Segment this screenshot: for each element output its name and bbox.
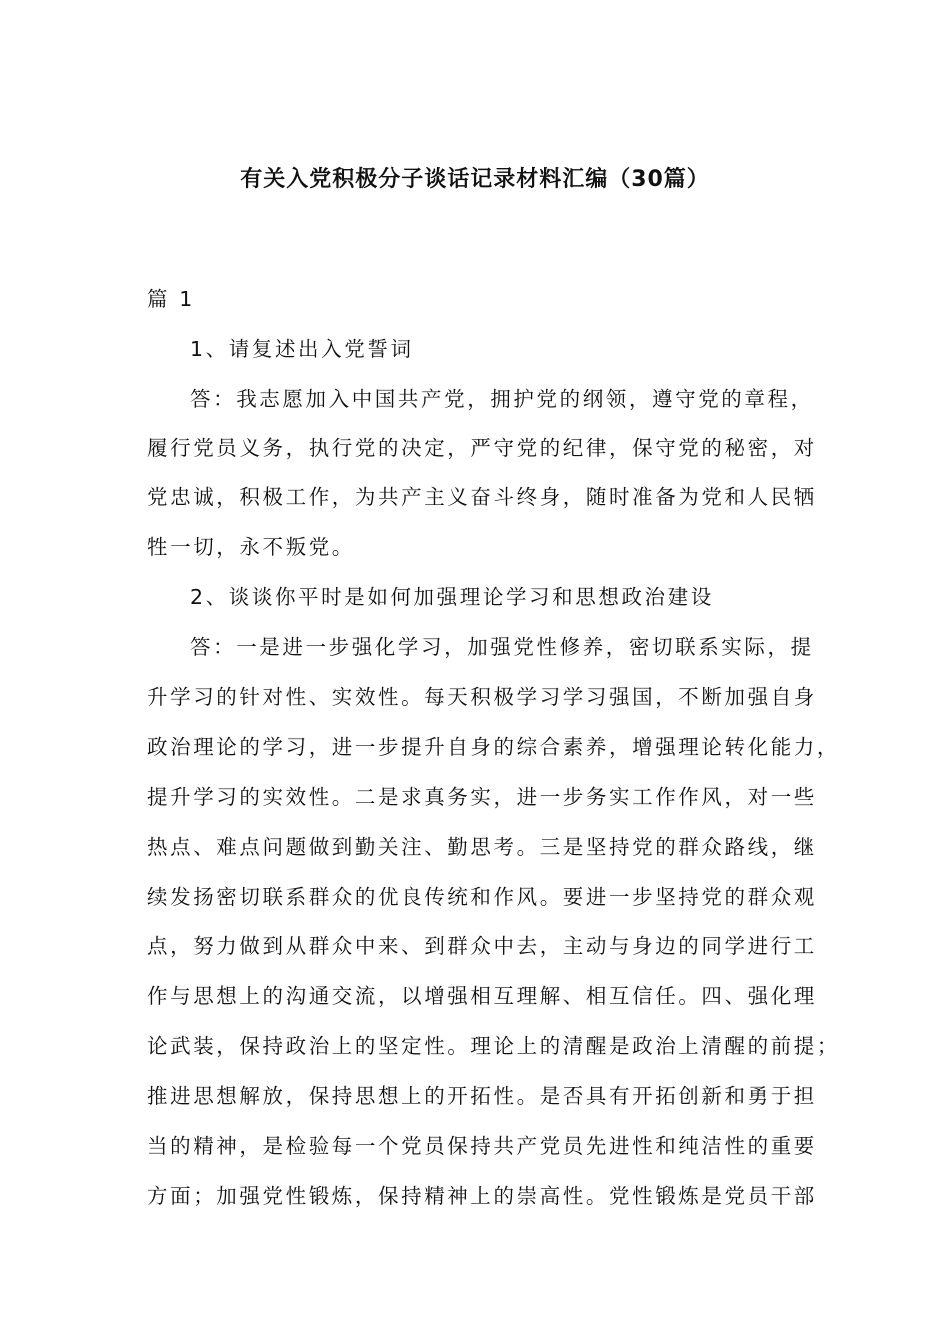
text-line: 答：一是进一步强化学习，加强党性修养，密切联系实际，提 <box>190 635 814 659</box>
text-line: 提升学习的实效性。二是求真务实，进一步务实工作作风，对一些 <box>147 785 817 809</box>
document-title: 有关入党积极分子谈话记录材料汇编（30篇） <box>240 167 710 192</box>
text-line: 牲一切，永不叛党。 <box>147 535 355 559</box>
text-line: 论武装，保持政治上的坚定性。理论上的清醒是政治上清醒的前提； <box>147 1034 840 1058</box>
text-line: 1、请复述出入党誓词 <box>190 337 414 361</box>
text-line: 续发扬密切联系群众的优良传统和作风。要进一步坚持党的群众观 <box>147 885 817 909</box>
text-line: 点，努力做到从群众中来、到群众中去，主动与身边的同学进行工 <box>147 934 817 958</box>
text-line: 当的精神，是检验每一个党员保持共产党员先进性和纯洁性的重要 <box>147 1134 817 1158</box>
text-line: 热点、难点问题做到勤关注、勤思考。三是坚持党的群众路线，继 <box>147 835 817 859</box>
text-line: 升学习的针对性、实效性。每天积极学习学习强国，不断加强自身 <box>147 685 817 709</box>
text-line: 答：我志愿加入中国共产党，拥护党的纲领，遵守党的章程， <box>190 387 814 411</box>
text-line: 2、谈谈你平时是如何加强理论学习和思想政治建设 <box>190 585 714 609</box>
text-line: 推进思想解放，保持思想上的开拓性。是否具有开拓创新和勇于担 <box>147 1084 817 1108</box>
text-line: 作与思想上的沟通交流，以增强相互理解、相互信任。四、强化理 <box>147 984 817 1008</box>
text-line: 履行党员义务，执行党的决定，严守党的纪律，保守党的秘密，对 <box>147 436 817 460</box>
text-line: 方面；加强党性锻炼，保持精神上的崇高性。党性锻炼是党员干部 <box>147 1184 817 1208</box>
text-line: 政治理论的学习，进一步提升自身的综合素养，增强理论转化能力， <box>147 735 840 759</box>
section-heading: 篇 1 <box>147 287 195 311</box>
text-line: 党忠诚，积极工作，为共产主义奋斗终身，随时准备为党和人民牺 <box>147 485 817 509</box>
